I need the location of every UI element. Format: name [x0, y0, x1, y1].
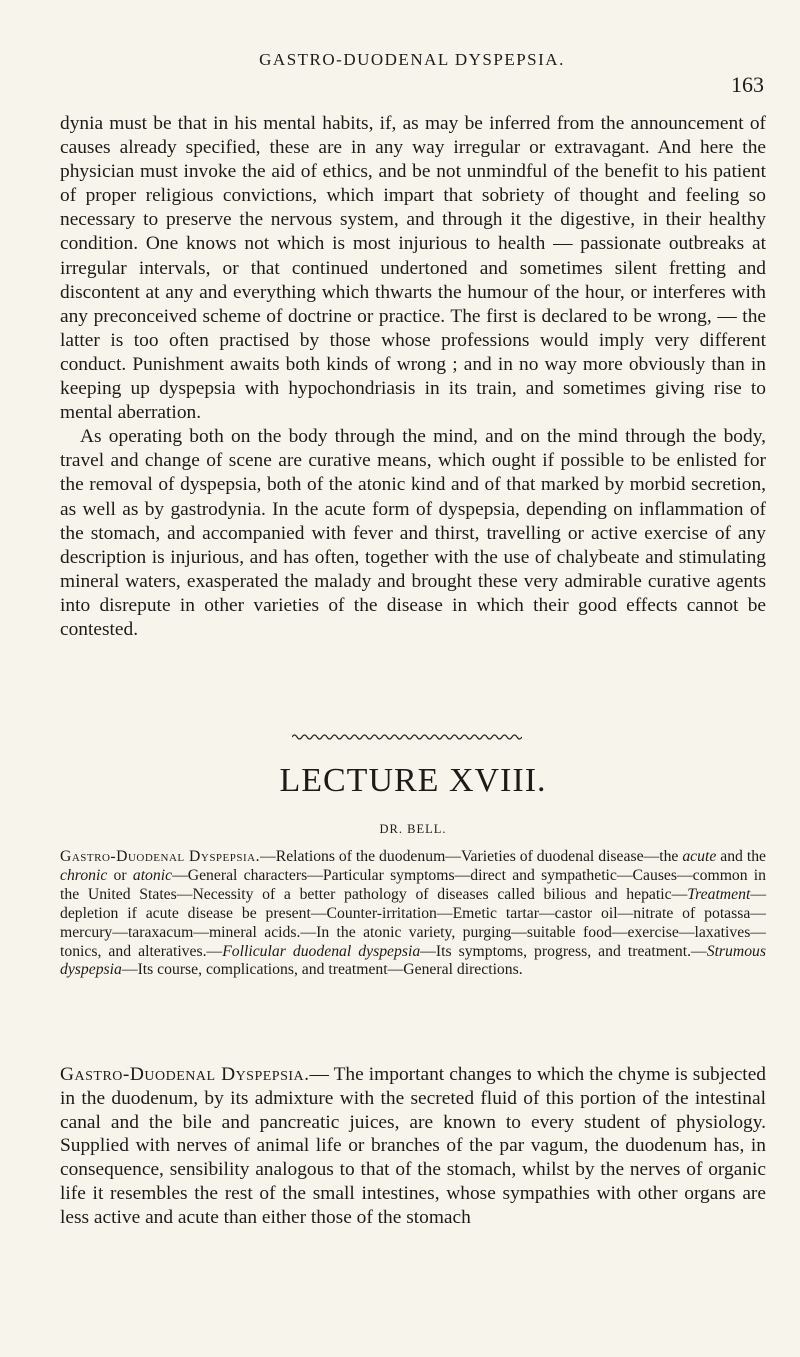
- lecture-author: DR. BELL.: [379, 822, 447, 836]
- lecture-title: LECTURE XVIII.: [279, 762, 547, 799]
- synopsis-term: chronic: [60, 866, 108, 884]
- section-text: — The important changes to which the chyme is subjected in the duodenum, by its admixture with the secreted fluid of this portion of the intestinal canal and the bile and pancreatic juices, are known to every student of physiology. Supplied with nerves of animal life or branches of the par vagum, the duodenum has, in consequence, sensibility analogous to that of the stomach, whilst by the nerves of organic life it resembles the rest of the small intestines, whose sympathies with other organs are less active and acute than either those of the stomach: [60, 1064, 766, 1228]
- page-number: 163: [731, 72, 764, 97]
- section-heading: Gastro-Duodenal Dyspepsia.: [60, 1064, 310, 1085]
- synopsis-heading: Gastro-Duodenal Dyspepsia.: [60, 848, 261, 865]
- synopsis-term: Follicular duodenal dyspepsia: [222, 942, 421, 960]
- synopsis-term: acute: [682, 848, 717, 865]
- body-text: [60, 112, 766, 642]
- synopsis-text: —depletion if acute disease be present—Counter-irritation—Emetic tartar—castor oil—nitrate of potassa—mercury—taraxacum—mineral acids.—In the atonic variety, purging—suitable food—exercise—laxatives—tonics, and alteratives.—: [60, 885, 766, 960]
- synopsis-term: atonic: [132, 866, 173, 884]
- synopsis-text: or: [107, 866, 133, 884]
- synopsis-text: —Its symptoms, progress, and treatment.—: [420, 942, 707, 960]
- synopsis-text: and the: [716, 848, 767, 865]
- synopsis-text: —Its course, complications, and treatment—General directions.: [121, 961, 523, 979]
- synopsis-text: —General characters—Particular symptoms—direct and sympathetic—Causes—common in the United States—Necessity of a better pathology of diseases called bilious and hepatic—: [60, 866, 767, 903]
- wavy-rule-divider: [292, 733, 522, 741]
- synopsis-term: Strumous dyspepsia: [60, 942, 766, 979]
- lecture-synopsis: [60, 848, 766, 980]
- section-gastro-duodenal: [60, 1063, 766, 1230]
- paragraph-ethics: dynia must be that in his mental habits, if, as may be inferred from the announcement of causes already specified, these are in any way irregular or extravagant. And here the physician must invoke the aid of ethics, and be not unmindful of the benefit to his patient of proper religious convictions, which impart that sobriety of thought and feeling so necessary to preserve the nervous system, and through it the digestive, in their healthy condition. One knows not which is most injurious to health — passionate outbreaks at irregular intervals, or that continued undertoned and sometimes silent fretting and discontent at any and everything which thwarts the humour of the hour, or interferes with any preconceived scheme of doctrine or practice. The first is declared to be wrong, — the latter is too often practised by those whose professions would imply very different conduct. Punishment awaits both kinds of wrong ; and in no way more obviously than in keeping up dyspepsia with hypochondriasis in its train, and sometimes giving rise to mental aberration.: [60, 113, 766, 424]
- running-head: GASTRO-DUODENAL DYSPEPSIA.: [259, 50, 565, 69]
- synopsis-text: —Relations of the duodenum—Varieties of duodenal disease—the: [260, 848, 683, 865]
- paragraph-travel: As operating both on the body through the mind, and on the mind through the body, travel and change of scene are curative means, which ought if possible to be enlisted for the removal of dyspepsia, both of the atonic kind and of that marked by morbid secretion, as well as by gastrodynia. In the acute form of dyspepsia, depending on inflammation of the stomach, and accompanied with fever and thirst, travelling or active exercise of any description is injurious, and has often, together with the use of chalybeate and stimulating mineral waters, exasperated the malady and brought these very admirable curative agents into disrepute in other varieties of the disease in which their good effects cannot be contested.: [60, 426, 766, 640]
- synopsis-term: Treatment: [687, 885, 751, 903]
